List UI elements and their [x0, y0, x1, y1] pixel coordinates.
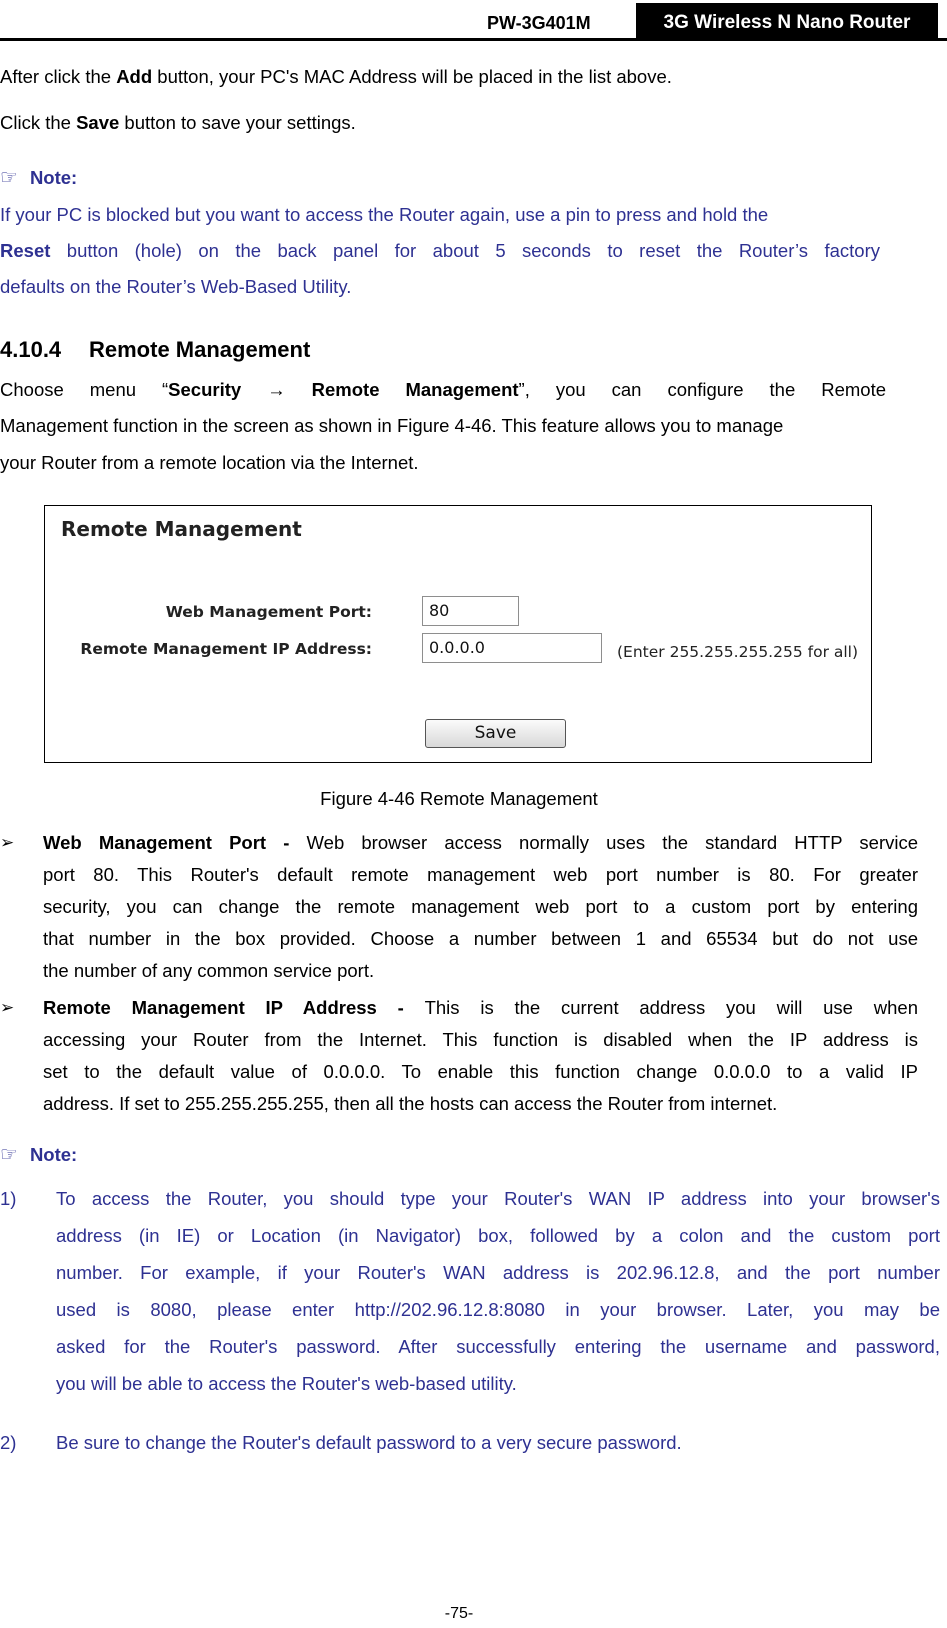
web-management-port-input[interactable]: 80: [422, 596, 519, 626]
note-line: asked for the Router's password. After successfully entering the username and password,: [56, 1336, 940, 1357]
note-item-body: [56, 1180, 940, 1402]
bullet-line: that number in the box provided. Choose a number between 1 and 65534 but do not use: [43, 928, 918, 949]
note-line: number. For example, if your Router's WAN address is 202.96.12.8, and the port number: [56, 1262, 940, 1283]
bullet-line: set to the default value of 0.0.0.0. To enable this function change 0.0.0.0 to a valid IP: [43, 1061, 918, 1082]
section-title: Remote Management: [89, 337, 311, 362]
arrow-bullet-icon: ➢: [0, 833, 15, 853]
remote-ip-label: Remote Management IP Address:: [80, 640, 372, 658]
page-header: [0, 0, 947, 42]
intro-line-1: [0, 64, 918, 90]
bullet-line: security, you can change the remote management web port to a custom port by entering: [43, 896, 918, 917]
intro-text: ”, you can configure the Remote: [518, 379, 886, 400]
bullet-text: Web browser access normally uses the standard HTTP service: [306, 832, 919, 853]
bullet-term: Web Management Port -: [43, 832, 307, 853]
section-number: 4.10.4: [0, 337, 62, 362]
note-item-number: 1): [0, 1188, 17, 1209]
pointing-hand-icon: ☞: [0, 165, 18, 189]
section-heading: [0, 337, 310, 363]
bullet-body: [43, 992, 918, 1120]
header-title: 3G Wireless N Nano Router: [636, 3, 938, 40]
intro-text: After click the: [0, 66, 117, 87]
remote-management-figure: [44, 505, 872, 763]
section-intro-line-3: your Router from a remote location via the Internet.: [0, 452, 419, 473]
intro-line-2: [0, 110, 918, 136]
header-rule: [0, 38, 947, 41]
pointing-hand-icon: ☞: [0, 1142, 18, 1166]
intro-text: Click the: [0, 112, 77, 133]
save-button[interactable]: Save: [425, 719, 566, 748]
bullet-web-management-port: [0, 827, 918, 987]
arrow-bullet-icon: ➢: [0, 998, 15, 1018]
bullet-line: address. If set to 255.255.255.255, then all the hosts can access the Router from internet.: [43, 1093, 778, 1114]
note-title: Note:: [29, 1144, 78, 1165]
note-line: used is 8080, please enter http://202.96.12.8:8080 in your browser. Later, you may be: [56, 1299, 940, 1320]
intro-text: button to save your settings.: [119, 112, 356, 133]
section-intro-line-2: Management function in the screen as shown in Figure 4-46. This feature allows you to manage: [0, 415, 784, 436]
note-line: Be sure to change the Router's default password to a very secure password.: [56, 1432, 682, 1453]
note-title: Note:: [29, 167, 78, 188]
bullet-line: [43, 827, 918, 859]
figure-caption: Figure 4-46 Remote Management: [320, 788, 598, 809]
intro-text: button, your PC's MAC Address will be placed in the list above.: [152, 66, 672, 87]
note-bold: Reset: [0, 240, 51, 261]
note-item-body: [56, 1424, 940, 1461]
remote-ip-input[interactable]: 0.0.0.0: [422, 633, 602, 663]
note-line: you will be able to access the Router's web-based utility.: [56, 1373, 517, 1394]
bullet-line: accessing your Router from the Internet. This function is disabled when the IP address is: [43, 1029, 918, 1050]
note-item-number: 2): [0, 1432, 17, 1453]
note-1-line-3: defaults on the Router’s Web-Based Utility.: [0, 276, 352, 297]
note-1-line-1: If your PC is blocked but you want to access the Router again, use a pin to press and hold the: [0, 204, 769, 225]
bullet-remote-ip: [0, 992, 918, 1120]
menu-path: Security → Remote Management: [168, 379, 519, 400]
web-management-port-label: Web Management Port:: [165, 603, 372, 621]
figure-title: Remote Management: [61, 517, 302, 541]
section-intro-line-1: [0, 377, 886, 403]
intro-bold: Save: [76, 112, 120, 133]
note-1-heading: [0, 164, 918, 191]
bullet-body: [43, 827, 918, 987]
note-2-heading: [0, 1141, 918, 1168]
note-line: address (in IE) or Location (in Navigator) box, followed by a colon and the custom port: [56, 1225, 940, 1246]
bullet-line: the number of any common service port.: [43, 960, 375, 981]
ip-hint: (Enter 255.255.255.255 for all): [617, 643, 859, 661]
bullet-line: port 80. This Router's default remote management web port number is 80. For greater: [43, 864, 918, 885]
bullet-text: This is the current address you will use when: [424, 997, 918, 1018]
page-number: -75-: [444, 1605, 474, 1622]
note-line: To access the Router, you should type your Router's WAN IP address into your browser's: [56, 1188, 940, 1209]
note-1-line-2: [0, 238, 880, 264]
bullet-line: [43, 992, 918, 1024]
intro-text: Choose menu “: [0, 379, 169, 400]
intro-bold: Add: [116, 66, 153, 87]
header-model: PW-3G401M: [487, 13, 591, 33]
bullet-term: Remote Management IP Address -: [43, 997, 425, 1018]
note-item-2: [0, 1424, 940, 1461]
note-text: button (hole) on the back panel for about 5 seconds to reset the Router’s factory: [50, 240, 880, 261]
note-item-1: [0, 1180, 940, 1402]
